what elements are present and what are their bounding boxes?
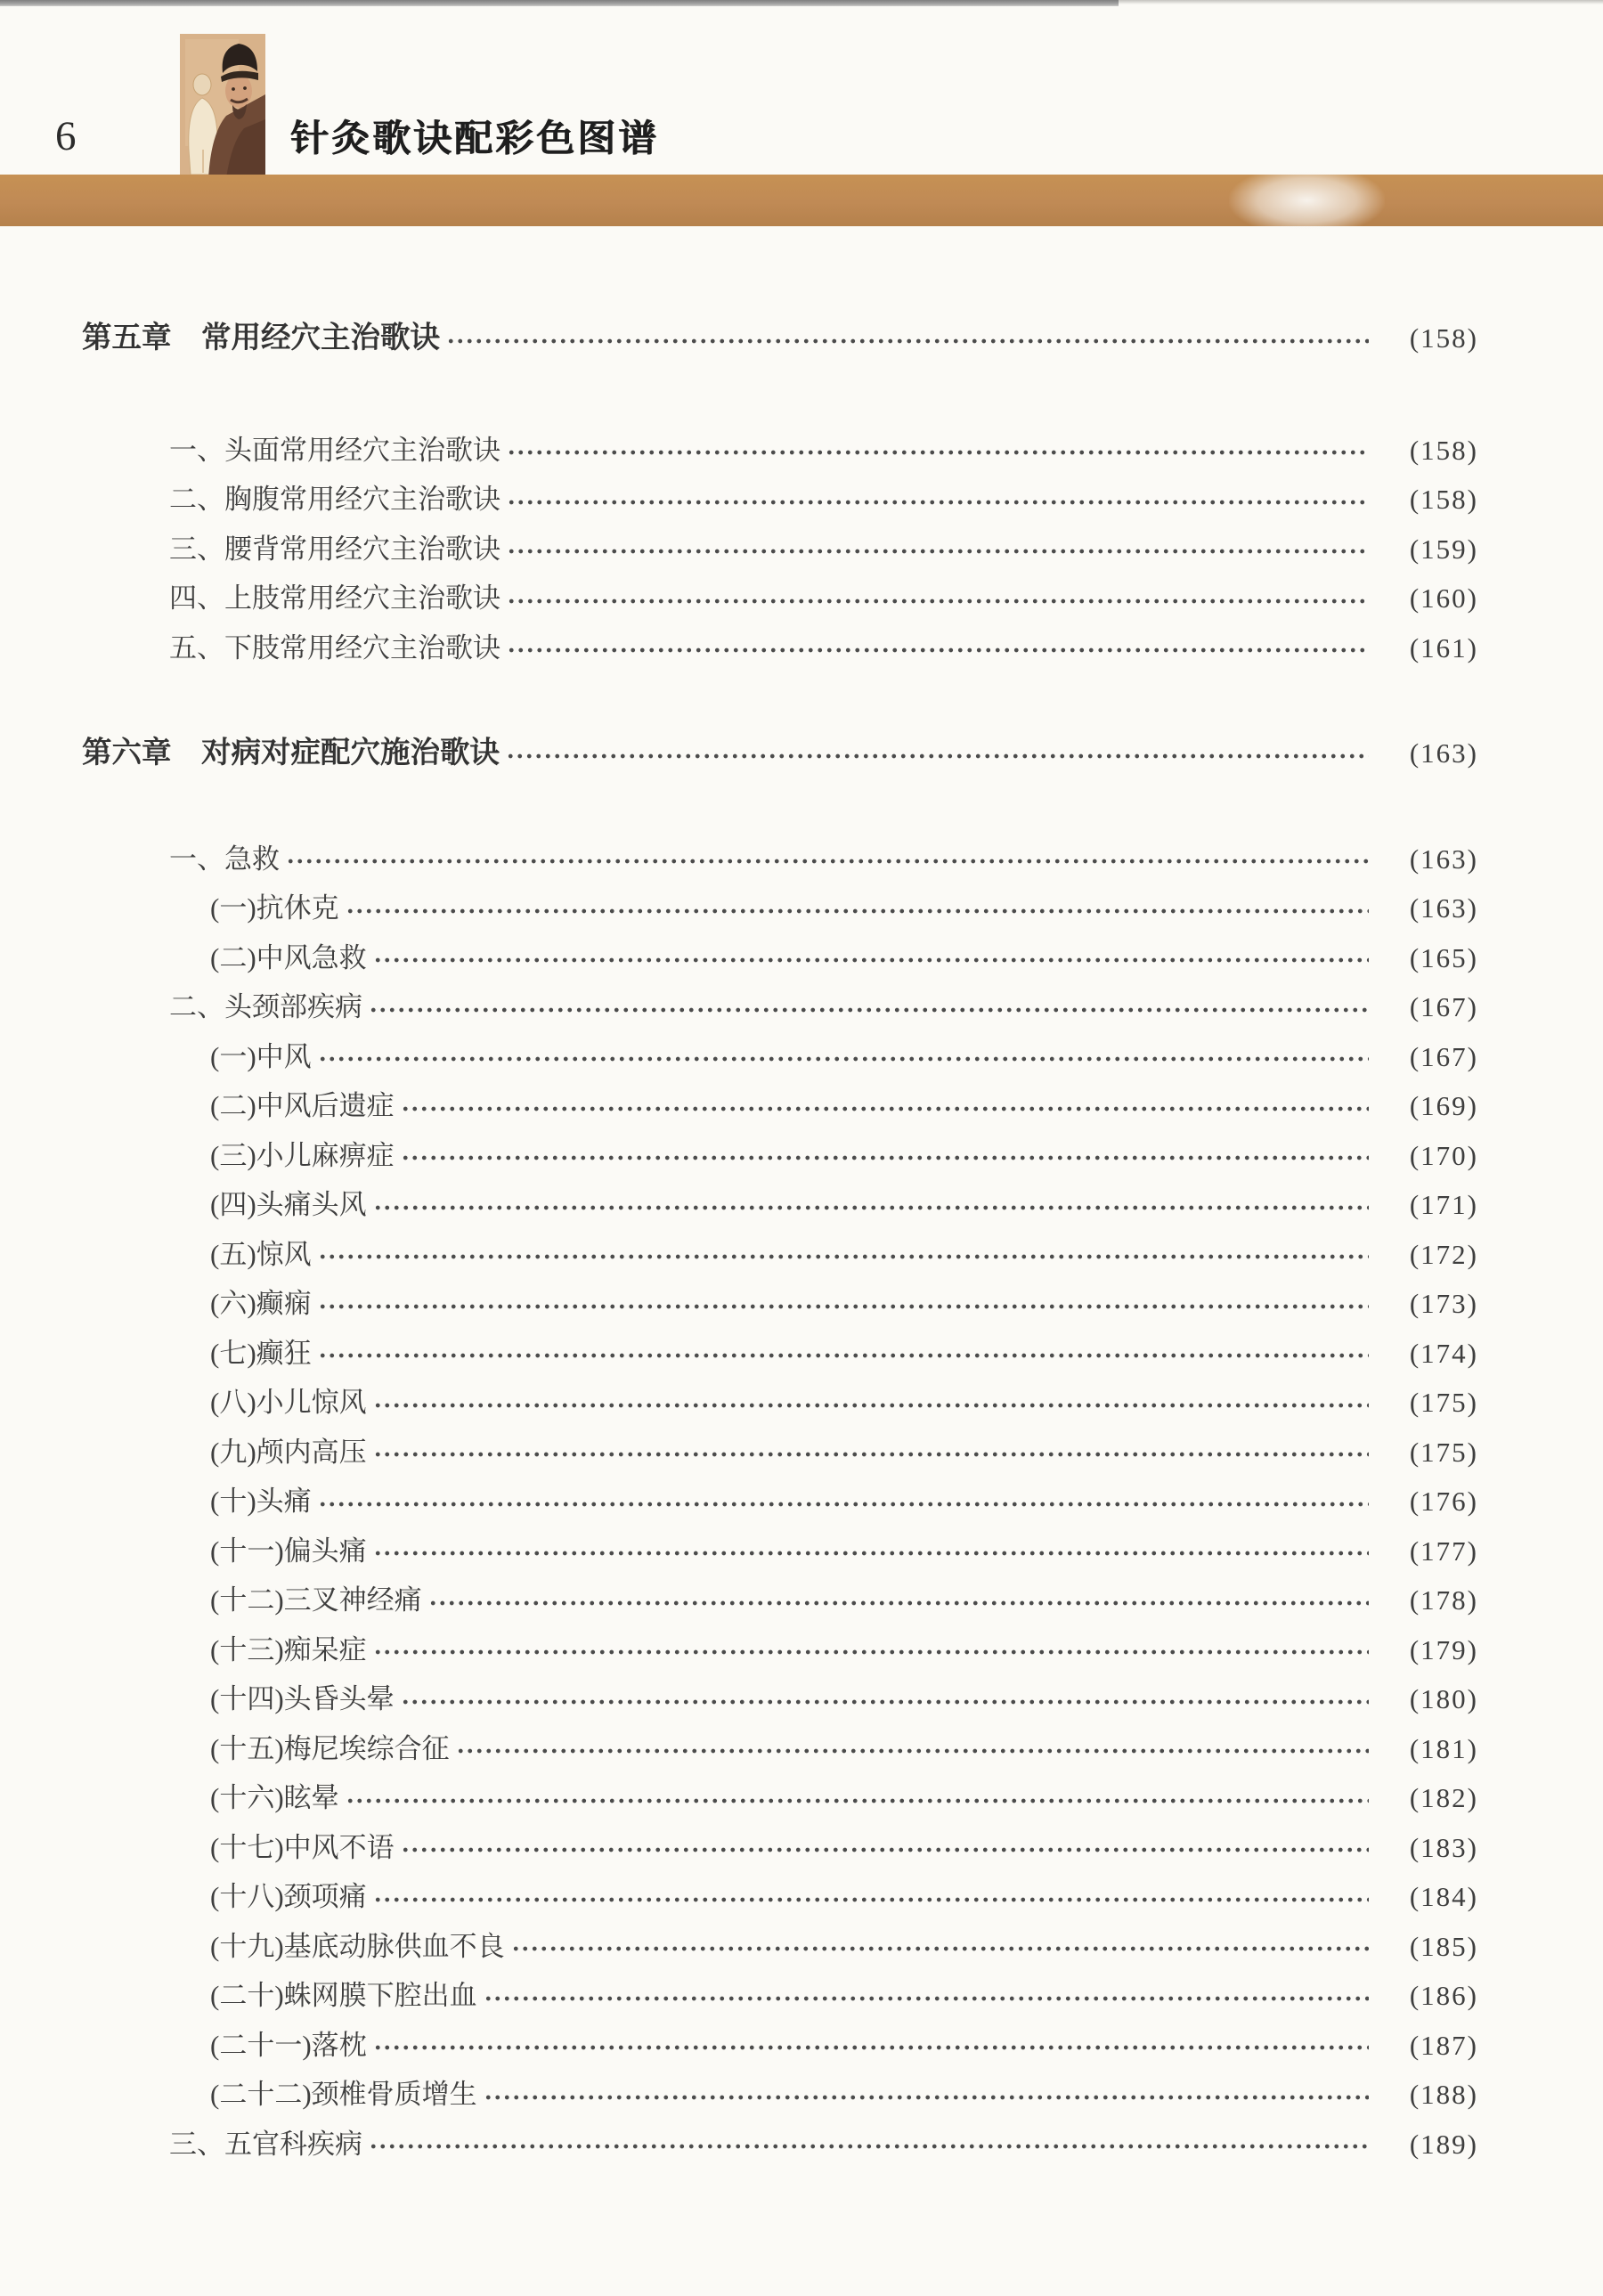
dotted-leader (318, 1352, 1369, 1359)
toc-entry-page: (158) (1409, 484, 1478, 515)
toc-entry-title: (九)颅内高压 (210, 1436, 367, 1468)
toc-entry-title: (八)小儿惊风 (210, 1387, 367, 1418)
toc-entry (0, 1872, 1478, 1922)
dotted-leader (507, 449, 1369, 456)
scan-edge-strip-right (1119, 0, 1603, 4)
toc-entry (0, 426, 1478, 476)
toc-entry (0, 1625, 1478, 1675)
dotted-leader (373, 2044, 1369, 2051)
ancient-physician-portrait-icon (180, 34, 265, 178)
toc-entry (0, 1724, 1478, 1774)
dotted-leader (369, 1006, 1369, 1014)
toc-entry-title: 五、下肢常用经穴主治歌诀 (169, 631, 500, 664)
toc-entry-page: (161) (1409, 631, 1478, 664)
toc-entry-page: (184) (1409, 1881, 1478, 1912)
toc-entry-page: (173) (1409, 1288, 1478, 1319)
page-number: 6 (55, 113, 77, 159)
toc-entry (0, 1230, 1478, 1280)
dotted-leader (401, 1154, 1369, 1161)
toc-entry (0, 1922, 1478, 1972)
toc-entry-title: (十)头痛 (210, 1486, 312, 1517)
toc-entry (0, 1674, 1478, 1724)
toc-entry-title: 第五章 常用经穴主治歌诀 (82, 322, 440, 354)
toc-entry (0, 1131, 1478, 1181)
dotted-leader (373, 1649, 1369, 1656)
dotted-leader (428, 1600, 1369, 1607)
toc-entry-title: (一)中风 (210, 1040, 312, 1072)
dotted-leader (507, 499, 1369, 506)
toc-entry (0, 1329, 1478, 1379)
toc-entry (0, 623, 1478, 673)
toc-entry-title: (十五)梅尼埃综合征 (210, 1732, 450, 1764)
toc-entry-title: 二、头颈部疾病 (169, 991, 362, 1022)
toc-entry (0, 1527, 1478, 1576)
toc-entry (0, 1180, 1478, 1230)
toc-entry-title: (三)小儿麻痹症 (210, 1139, 395, 1171)
toc-entry-page: (187) (1409, 2029, 1478, 2061)
toc-entry (0, 574, 1478, 623)
dotted-leader (446, 338, 1369, 345)
toc-entry-page: (182) (1409, 1782, 1478, 1813)
toc-entry (0, 2120, 1478, 2170)
dotted-leader (373, 957, 1369, 964)
dotted-leader (373, 1550, 1369, 1557)
scan-edge-strip (0, 0, 1119, 6)
dotted-leader (401, 1698, 1369, 1706)
toc-entry-page: (167) (1409, 1040, 1478, 1072)
toc-entry (0, 982, 1478, 1032)
dotted-leader (484, 1995, 1369, 2002)
toc-entry-title: (二十)蛛网膜下腔出血 (210, 1980, 477, 2011)
dotted-leader (286, 858, 1369, 865)
toc-entry-title: (一)抗休克 (210, 892, 339, 924)
toc-entry-title: (四)头痛头风 (210, 1189, 367, 1220)
dotted-leader (373, 1451, 1369, 1458)
toc-entry-title: 三、腰背常用经穴主治歌诀 (169, 533, 500, 565)
toc-entry (0, 1081, 1478, 1131)
toc-entry-title: (十八)颈项痛 (210, 1881, 367, 1912)
toc-entry (0, 1971, 1478, 2021)
dotted-leader (373, 1896, 1369, 1903)
toc-entry-page: (158) (1409, 434, 1478, 466)
toc-entry-title: (十六)眩晕 (210, 1782, 339, 1813)
toc-entry (0, 1773, 1478, 1823)
toc-entry-title: (十七)中风不语 (210, 1831, 395, 1863)
dotted-leader (506, 753, 1369, 760)
scan-smudge (1229, 166, 1385, 235)
toc-entry-page: (159) (1409, 533, 1478, 565)
toc-entry-page: (170) (1409, 1139, 1478, 1171)
header-divider-band (0, 175, 1603, 226)
toc-entry-page: (174) (1409, 1337, 1478, 1369)
dotted-leader (318, 1253, 1369, 1260)
dotted-leader (369, 2143, 1369, 2150)
toc-entry (0, 525, 1478, 574)
toc-entry-page: (167) (1409, 991, 1478, 1022)
toc-entry-title: (六)癫痫 (210, 1288, 312, 1319)
toc-entry-title: (二十一)落枕 (210, 2029, 367, 2061)
toc-entry-page: (176) (1409, 1486, 1478, 1517)
toc-entry-title: (五)惊风 (210, 1238, 312, 1270)
toc-entry-title: 一、头面常用经穴主治歌诀 (169, 434, 500, 466)
toc-entry-page: (163) (1409, 843, 1478, 875)
toc-entry (0, 883, 1478, 933)
toc-entry-title: 四、上肢常用经穴主治歌诀 (169, 582, 500, 614)
dotted-leader (507, 548, 1369, 555)
toc-entry-page: (169) (1409, 1090, 1478, 1121)
toc-entry (0, 475, 1478, 525)
toc-entry-title: (七)癫狂 (210, 1337, 312, 1369)
book-title: 针灸歌诀配彩色图谱 (290, 118, 659, 160)
toc-entry (0, 2070, 1478, 2120)
toc-entry-page: (171) (1409, 1189, 1478, 1220)
toc-entry-title: 三、五官科疾病 (169, 2128, 362, 2160)
toc-entry-title: (十三)痴呆症 (210, 1633, 367, 1665)
toc-entry-page: (186) (1409, 1980, 1478, 2011)
toc-entry (0, 2021, 1478, 2071)
toc-entry-title: 第六章 对病对症配穴施治歌诀 (82, 737, 500, 769)
dotted-leader (346, 908, 1369, 915)
toc-entry-page: (163) (1409, 737, 1478, 769)
toc-entry-page: (183) (1409, 1831, 1478, 1863)
toc-entry (0, 835, 1478, 884)
toc-entry-title: (十一)偏头痛 (210, 1535, 367, 1567)
toc-entry-title: (十九)基底动脉供血不良 (210, 1930, 505, 1962)
toc-entry (0, 313, 1478, 363)
toc-entry-page: (165) (1409, 941, 1478, 973)
dotted-leader (511, 1945, 1369, 1952)
dotted-leader (318, 1055, 1369, 1063)
toc-entry-page: (177) (1409, 1535, 1478, 1567)
toc-entry-page: (175) (1409, 1387, 1478, 1418)
toc-entry (0, 1823, 1478, 1873)
toc-entry-page: (179) (1409, 1633, 1478, 1665)
dotted-leader (507, 647, 1369, 654)
dotted-leader (373, 1204, 1369, 1211)
dotted-leader (373, 1402, 1369, 1409)
toc-entry (0, 1477, 1478, 1527)
dotted-leader (318, 1501, 1369, 1508)
dotted-leader (484, 2094, 1369, 2101)
toc-entry-page: (172) (1409, 1238, 1478, 1270)
toc-entry (0, 1279, 1478, 1329)
toc-entry (0, 1032, 1478, 1082)
toc-entry-title: 二、胸腹常用经穴主治歌诀 (169, 484, 500, 515)
toc-entry-page: (189) (1409, 2128, 1478, 2160)
table-of-contents (0, 313, 1603, 2169)
dotted-leader (401, 1105, 1369, 1112)
toc-entry (0, 1575, 1478, 1625)
toc-entry (0, 933, 1478, 983)
toc-entry-title: (二)中风后遗症 (210, 1090, 395, 1121)
toc-entry-title: 一、急救 (169, 843, 280, 875)
dotted-leader (456, 1747, 1369, 1755)
toc-entry (0, 1428, 1478, 1478)
dotted-leader (507, 598, 1369, 605)
toc-entry-page: (185) (1409, 1930, 1478, 1962)
toc-entry-title: (十四)头昏头晕 (210, 1683, 395, 1714)
toc-entry (0, 1378, 1478, 1428)
toc-entry-title: (二)中风急救 (210, 941, 367, 973)
toc-entry-page: (158) (1409, 322, 1478, 354)
toc-entry-page: (160) (1409, 582, 1478, 614)
toc-entry-title: (二十二)颈椎骨质增生 (210, 2079, 477, 2110)
toc-entry-page: (175) (1409, 1436, 1478, 1468)
toc-entry-page: (163) (1409, 892, 1478, 924)
toc-entry-page: (178) (1409, 1584, 1478, 1616)
toc-entry-page: (181) (1409, 1732, 1478, 1764)
dotted-leader (318, 1303, 1369, 1310)
toc-entry-page: (180) (1409, 1683, 1478, 1714)
toc-entry (0, 729, 1478, 778)
dotted-leader (346, 1797, 1369, 1804)
toc-entry-title: (十二)三叉神经痛 (210, 1584, 422, 1616)
dotted-leader (401, 1846, 1369, 1853)
toc-entry-page: (188) (1409, 2079, 1478, 2110)
